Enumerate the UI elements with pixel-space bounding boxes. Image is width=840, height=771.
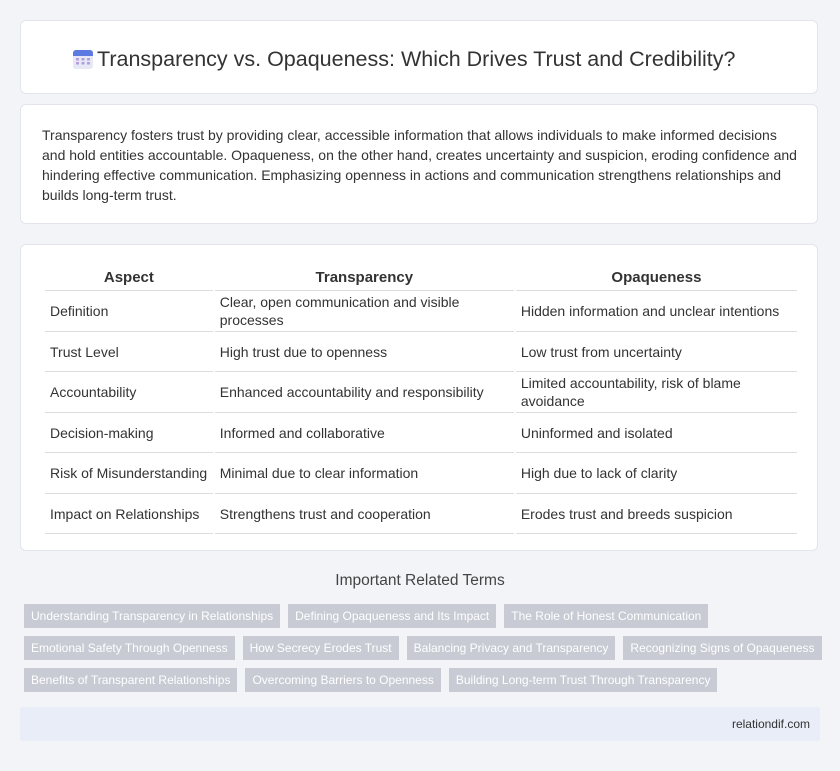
comparison-table	[43, 265, 799, 534]
related-term-tag[interactable]: Emotional Safety Through Openness	[24, 636, 235, 660]
related-term-tag[interactable]: Understanding Transparency in Relationships	[24, 604, 280, 628]
table-cell: Trust Level	[45, 332, 213, 372]
table-cell: Low trust from uncertainty	[516, 332, 797, 372]
table-cell: Clear, open communication and visible processes	[215, 291, 514, 332]
table-header-row	[45, 265, 797, 291]
header-aspect: Aspect	[45, 265, 213, 291]
related-term-tag[interactable]: Building Long-term Trust Through Transparency	[449, 668, 718, 692]
related-term-tag[interactable]: Balancing Privacy and Transparency	[407, 636, 616, 660]
intro-card	[20, 104, 818, 224]
tag-row	[24, 636, 824, 660]
tag-row	[24, 604, 824, 628]
related-term-tag[interactable]: Recognizing Signs of Opaqueness	[623, 636, 821, 660]
table-cell: Accountability	[45, 372, 213, 413]
table-row	[45, 291, 797, 332]
table-row	[45, 332, 797, 372]
table-cell: Impact on Relationships	[45, 494, 213, 534]
table-cell: Informed and collaborative	[215, 413, 514, 453]
header-card	[20, 20, 818, 94]
related-term-tag[interactable]: Overcoming Barriers to Openness	[245, 668, 440, 692]
table-cell: Decision-making	[45, 413, 213, 453]
table-cell: Hidden information and unclear intentions	[516, 291, 797, 332]
intro-text: Transparency fosters trust by providing clear, accessible information that allows individuals to make informed decisions and hold entities accountable. Opaqueness, on the other hand, creates uncertainty and suspicion, eroding confidence and hindering effective communication. Emphasizing openness in actions and communication strengthens relationships and builds long-term trust.	[42, 127, 797, 203]
related-term-tag[interactable]: Defining Opaqueness and Its Impact	[288, 604, 496, 628]
table-cell: Erodes trust and breeds suspicion	[516, 494, 797, 534]
footer-site-link[interactable]: relationdif.com	[731, 717, 810, 731]
related-term-tag[interactable]: The Role of Honest Communication	[504, 604, 708, 628]
table-row	[45, 372, 797, 413]
related-terms-title: Important Related Terms	[335, 572, 505, 589]
table-cell: Minimal due to clear information	[215, 453, 514, 494]
related-term-tag[interactable]: Benefits of Transparent Relationships	[24, 668, 237, 692]
table-cell: Strengthens trust and cooperation	[215, 494, 514, 534]
table-row	[45, 413, 797, 453]
table-cell: Uninformed and isolated	[516, 413, 797, 453]
related-term-tag[interactable]: How Secrecy Erodes Trust	[243, 636, 399, 660]
table-row	[45, 494, 797, 534]
related-terms-list	[24, 604, 824, 700]
comparison-table-card	[20, 244, 818, 551]
table-cell: Limited accountability, risk of blame avoidance	[516, 372, 797, 413]
calendar-icon	[71, 47, 95, 76]
header-transparency: Transparency	[215, 265, 514, 291]
table-cell: Enhanced accountability and responsibility	[215, 372, 514, 413]
table-cell: High due to lack of clarity	[516, 453, 797, 494]
header-opaqueness: Opaqueness	[516, 265, 797, 291]
footer	[20, 707, 820, 741]
table-cell: Risk of Misunderstanding	[45, 453, 213, 494]
table-cell: Definition	[45, 291, 213, 332]
table-cell: High trust due to openness	[215, 332, 514, 372]
page-title: Transparency vs. Opaqueness: Which Drives Trust and Credibility?	[97, 47, 736, 71]
table-row	[45, 453, 797, 494]
tag-row	[24, 668, 824, 692]
